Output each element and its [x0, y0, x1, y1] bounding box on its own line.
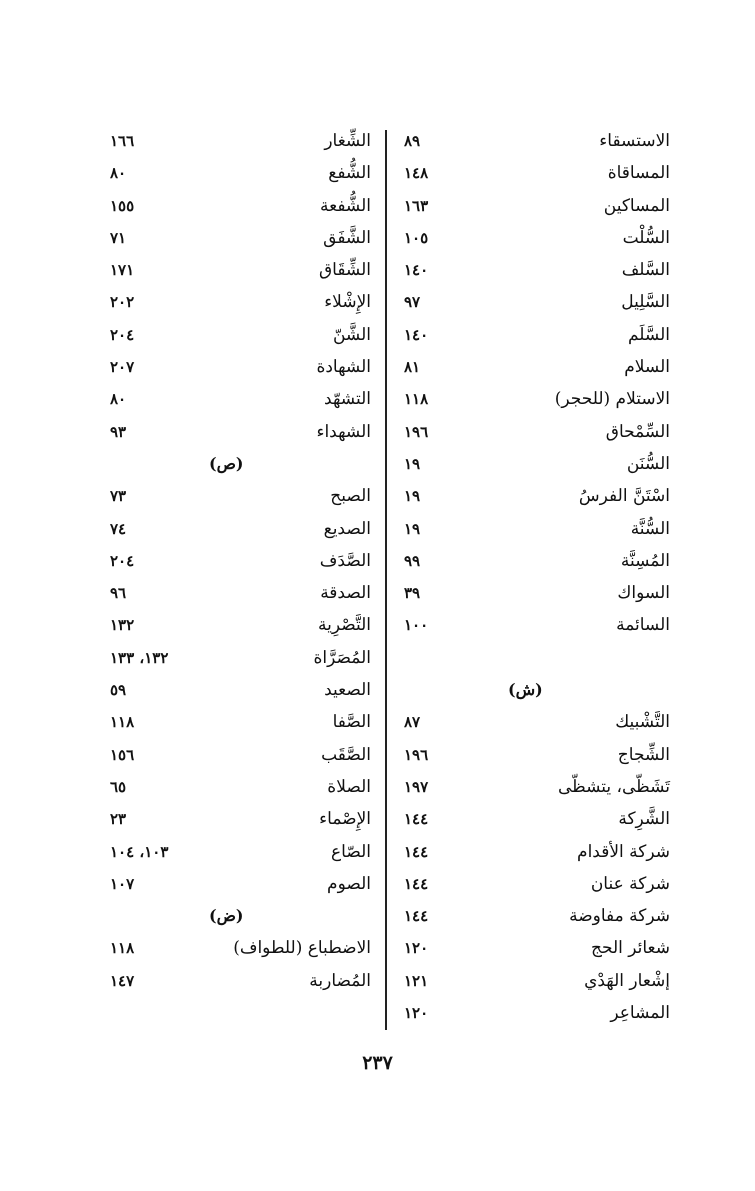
- index-column-left: [105, 125, 371, 997]
- index-entry: [105, 383, 371, 415]
- index-term: الصّاع: [331, 841, 371, 862]
- index-term: السُّنَن: [626, 453, 670, 474]
- index-term: تَشَظّى، يتشظّى: [557, 776, 670, 797]
- index-entry: [105, 932, 371, 964]
- spacer: [400, 642, 670, 674]
- index-entry: [400, 545, 670, 577]
- index-term: الشَّرِكة: [618, 809, 670, 830]
- page-reference: ٧٤: [110, 519, 127, 538]
- index-entry: [105, 125, 371, 157]
- index-term: الشُّفع: [328, 163, 371, 184]
- index-term: الإِصْماء: [319, 809, 371, 830]
- index-term: الصبح: [330, 486, 371, 507]
- index-entry: [400, 416, 670, 448]
- index-entry: [105, 771, 371, 803]
- index-entry: [105, 836, 371, 868]
- index-term: الشِّجاج: [617, 744, 670, 765]
- index-column-right: [400, 125, 670, 1029]
- page-reference: ١٩: [404, 487, 421, 506]
- index-entry: [105, 480, 371, 512]
- index-term: الشَّفَق: [323, 227, 371, 248]
- index-term: الصَّدَف: [319, 550, 371, 571]
- page-reference: ١٩: [404, 519, 421, 538]
- page-reference: ٨٧: [404, 713, 421, 732]
- index-term: السِّمْحاق: [605, 421, 670, 442]
- index-term: إشْعار الهَدْي: [584, 970, 670, 991]
- index-entry: [105, 416, 371, 448]
- page-reference: ١٥٦: [110, 745, 135, 764]
- index-term: المشاعِر: [610, 1003, 670, 1024]
- index-term: المُسِنَّة: [620, 550, 670, 571]
- index-entry: [400, 383, 670, 415]
- page-number: ٢٣٧: [362, 1052, 393, 1074]
- page-reference: ١٤٠: [404, 325, 429, 344]
- index-entry: [400, 319, 670, 351]
- page-reference: ١٠٣، ١٠٤: [110, 842, 169, 861]
- index-entry: [105, 803, 371, 835]
- page-reference: ١٥٥: [110, 196, 135, 215]
- index-entry: [105, 965, 371, 997]
- index-entry: [105, 674, 371, 706]
- section-header-dad: (ض): [209, 906, 244, 926]
- page-reference: ١٤٤: [404, 907, 429, 926]
- index-entry: [105, 545, 371, 577]
- index-entry: [400, 609, 670, 641]
- index-term: الشهداء: [316, 421, 371, 442]
- page-reference: ٢٠٢: [110, 293, 135, 312]
- index-entry: [105, 577, 371, 609]
- index-term: الشِّغار: [324, 131, 371, 151]
- page-reference: ١٤٨: [404, 164, 429, 183]
- index-entry: [105, 706, 371, 738]
- index-entry: [400, 739, 670, 771]
- page-reference: ١٧١: [110, 261, 135, 280]
- index-term: الشهادة: [316, 357, 371, 378]
- page-reference: ٩٦: [110, 584, 127, 603]
- index-entry: [400, 836, 670, 868]
- page-reference: ٩٧: [404, 293, 421, 312]
- index-term: المساقاة: [607, 163, 670, 184]
- page-reference: ١٩٦: [404, 745, 429, 764]
- index-entry: [400, 286, 670, 318]
- page-reference: ١٤٤: [404, 874, 429, 893]
- index-entry: [105, 286, 371, 318]
- page-reference: ٨٠: [110, 390, 127, 409]
- index-term: التَّصْرِية: [317, 615, 371, 636]
- index-entry: [400, 351, 670, 383]
- index-entry: [400, 965, 670, 997]
- index-term: التشهّد: [324, 389, 371, 410]
- index-entry: [400, 513, 670, 545]
- page-reference: ١٦٦: [110, 132, 135, 150]
- index-entry: [105, 642, 371, 674]
- page-reference: ٩٩: [404, 551, 421, 570]
- index-entry: [400, 190, 670, 222]
- index-entry: [105, 254, 371, 286]
- page-reference: ٨١: [404, 358, 421, 377]
- page-reference: ١٣٢، ١٣٣: [110, 648, 169, 667]
- index-term: السلام: [624, 357, 670, 378]
- page-reference: ١١٨: [110, 939, 135, 958]
- index-term: اسْتَنَّ الفرسُ: [578, 486, 670, 507]
- page-reference: ١٩٧: [404, 777, 429, 796]
- index-entry: [105, 222, 371, 254]
- page-reference: ١٢٠: [404, 939, 429, 958]
- index-entry: [400, 448, 670, 480]
- index-term: الاستسقاء: [599, 131, 670, 151]
- page-reference: ٢٠٧: [110, 358, 135, 377]
- page-reference: ١٠٥: [404, 228, 429, 247]
- index-term: المُضاربة: [309, 970, 371, 991]
- page-reference: ١١٨: [110, 713, 135, 732]
- index-entry: [400, 771, 670, 803]
- page-reference: ١٢١: [404, 971, 429, 990]
- index-entry: [105, 513, 371, 545]
- index-term: المساكين: [603, 195, 670, 216]
- index-term: الصعيد: [324, 680, 371, 701]
- index-entry: [400, 932, 670, 964]
- page-reference: ١٤٤: [404, 842, 429, 861]
- index-entry: [400, 868, 670, 900]
- page-reference: ١٤٧: [110, 971, 135, 990]
- page-reference: ١٠٧: [110, 874, 135, 893]
- page-reference: ٩٣: [110, 422, 127, 441]
- page-reference: ٧١: [110, 228, 127, 247]
- index-entry: [400, 997, 670, 1029]
- index-term: الشُّفعة: [320, 195, 371, 216]
- index-entry: [400, 157, 670, 189]
- index-term: الصلاة: [327, 776, 371, 797]
- index-entry: [400, 577, 670, 609]
- section-header-sheen: (ش): [508, 680, 543, 700]
- index-term: السَّلَم: [627, 324, 670, 345]
- page-reference: ١٢٠: [404, 1004, 429, 1023]
- index-term: شركة عنان: [590, 873, 670, 894]
- page-reference: ٥٩: [110, 681, 127, 700]
- index-term: الصدقة: [320, 583, 371, 604]
- index-term: شركة مفاوضة: [569, 906, 670, 927]
- page-reference: ٦٥: [110, 777, 127, 796]
- index-entry: [105, 190, 371, 222]
- index-entry: [400, 900, 670, 932]
- index-term: شركة الأقدام: [577, 841, 670, 862]
- index-term: الإِشْلاء: [324, 292, 371, 313]
- index-entry: [400, 803, 670, 835]
- page-reference: ٨٠: [110, 164, 127, 183]
- index-term: التَّشْبيك: [615, 712, 670, 733]
- index-term: الاستلام (للحجر): [554, 389, 670, 410]
- section-header-sad: (ص): [209, 453, 244, 473]
- index-entry: [105, 319, 371, 351]
- page-reference: ١٣٢: [110, 616, 135, 635]
- page-reference: ١١٨: [404, 390, 429, 409]
- page-reference: ٢٠٤: [110, 551, 135, 570]
- page-reference: ١٩٦: [404, 422, 429, 441]
- page-reference: ٨٩: [404, 132, 421, 150]
- index-term: السُّنَّة: [630, 518, 670, 539]
- index-entry: [105, 739, 371, 771]
- index-term: الصَّفا: [332, 712, 371, 733]
- index-term: الاضطباع (للطواف): [233, 938, 371, 959]
- index-term: السُّلْت: [622, 227, 670, 248]
- page-reference: ١٦٣: [404, 196, 429, 215]
- index-term: الشَّنّ: [332, 324, 371, 345]
- index-term: الشِّقَاق: [318, 260, 371, 281]
- index-term: السَّلِيل: [621, 292, 670, 313]
- index-term: الصَّقَب: [321, 744, 371, 765]
- index-entry: [400, 706, 670, 738]
- index-entry: [400, 222, 670, 254]
- index-entry: [400, 254, 670, 286]
- column-divider: [385, 130, 387, 1030]
- page-reference: ٣٩: [404, 584, 421, 603]
- index-term: الصديع: [323, 518, 371, 539]
- page-reference: ١٠٠: [404, 616, 429, 635]
- index-term: السائمة: [616, 615, 670, 636]
- index-entry: [105, 868, 371, 900]
- index-entry: [400, 125, 670, 157]
- page-reference: ٢٠٤: [110, 325, 135, 344]
- index-term: المُصَرَّاة: [313, 647, 371, 668]
- page-reference: ١٩: [404, 454, 421, 473]
- index-term: السواك: [617, 583, 670, 604]
- index-entry: [105, 351, 371, 383]
- page-reference: ١٤٤: [404, 810, 429, 829]
- index-entry: [105, 157, 371, 189]
- index-entry: [105, 609, 371, 641]
- index-term: شعائر الحج: [591, 938, 670, 959]
- index-term: السَّلف: [621, 260, 670, 281]
- index-entry: [400, 480, 670, 512]
- index-term: الصوم: [327, 873, 371, 894]
- page-reference: ٧٣: [110, 487, 127, 506]
- page-reference: ١٤٠: [404, 261, 429, 280]
- page-reference: ٢٣: [110, 810, 127, 829]
